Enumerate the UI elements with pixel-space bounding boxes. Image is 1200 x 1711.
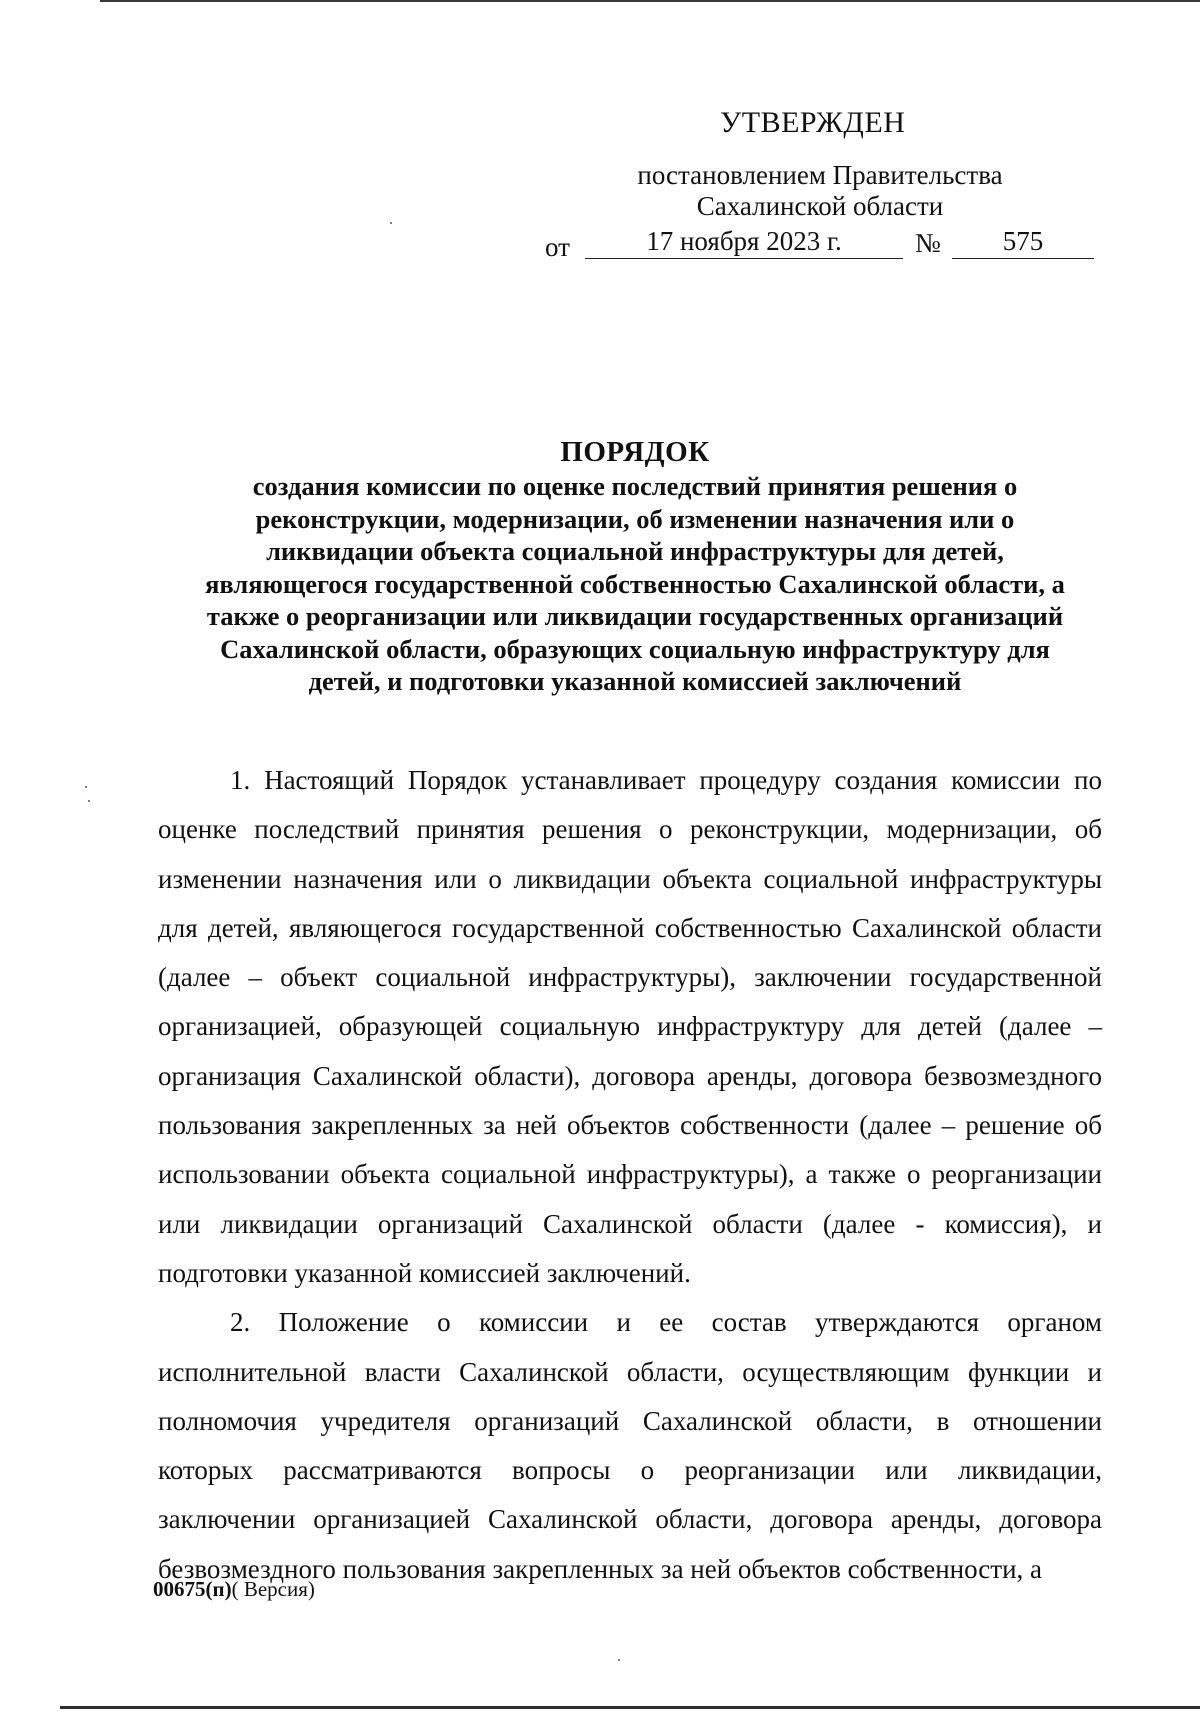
scan-speck [618, 1659, 620, 1661]
subtitle-line: Сахалинской области, образующих социальную инфраструктуру для [220, 633, 1050, 664]
document-title: ПОРЯДОК [560, 436, 710, 468]
subtitle-line: детей, и подготовки указанной комиссией заключений [308, 666, 962, 696]
subtitle-line: ликвидации объекта социальной инфраструктуры для детей, [266, 536, 1004, 566]
approval-title: УТВЕРЖДЕН [720, 106, 906, 139]
scan-speck [85, 786, 87, 788]
paragraph-2: 2. Положение о комиссии и ее состав утверждаются органом исполнительной власти Сахалинской области, осуществляющим функции и полномочия учредителя организаций Сахалинской области, в отношении которых рассматриваются вопросы о реорганизации или ликвидации, заключении организацией Сахалинской области, договора аренды, договора безвозмездного пользования закрепленных за ней объектов собственности, а [158, 1307, 1102, 1584]
footer-version: ( Версия) [231, 1577, 315, 1601]
scan-bottom-edge [60, 1706, 1200, 1709]
date-prefix: от [545, 232, 570, 262]
paragraph-1: 1. Настоящий Порядок устанавливает процедуру создания комиссии по оценке последствий принятия решения о реконструкции, модернизации, об изменении назначения или о ликвидации объекта социальной инфраструктуры для детей, являющегося государственной собственностью Сахалинской области (далее – объект социальной инфраструктуры), заключении государственной организацией, образующей социальную инфраструктуру для детей (далее – организация Сахалинской области), договора аренды, договора безвозмездного пользования закрепленных за ней объектов собственности (далее – решение об использовании объекта социальной инфраструктуры), а также о реорганизации или ликвидации организаций Сахалинской области (далее - комиссия), и подготовки указанной комиссией заключений. [158, 765, 1102, 1288]
subtitle-line: являющегося государственной собственностью Сахалинской области, а [205, 568, 1065, 599]
subtitle-line: также о реорганизации или ликвидации государственных организаций [206, 601, 1064, 631]
scan-speck [88, 800, 90, 802]
scan-top-edge [100, 0, 1200, 2]
subtitle-line: создания комиссии по оценке последствий принятия решения о [252, 471, 1018, 501]
approval-date-row [545, 226, 1105, 262]
approval-line-1: постановлением Правительства [637, 160, 1003, 190]
footer-code: 00675(п) [153, 1577, 232, 1601]
number-sign: № [915, 228, 941, 258]
approval-date: 17 ноября 2023 г. [585, 226, 903, 259]
approval-line-2: Сахалинской области [696, 191, 944, 221]
subtitle-line: реконструкции, модернизации, об изменении назначения или о [255, 503, 1015, 534]
document-body [158, 756, 1102, 1594]
footer-document-code [153, 1577, 315, 1602]
scan-speck [390, 222, 392, 224]
approval-number: 575 [952, 226, 1094, 259]
document-subtitle [160, 470, 1110, 698]
